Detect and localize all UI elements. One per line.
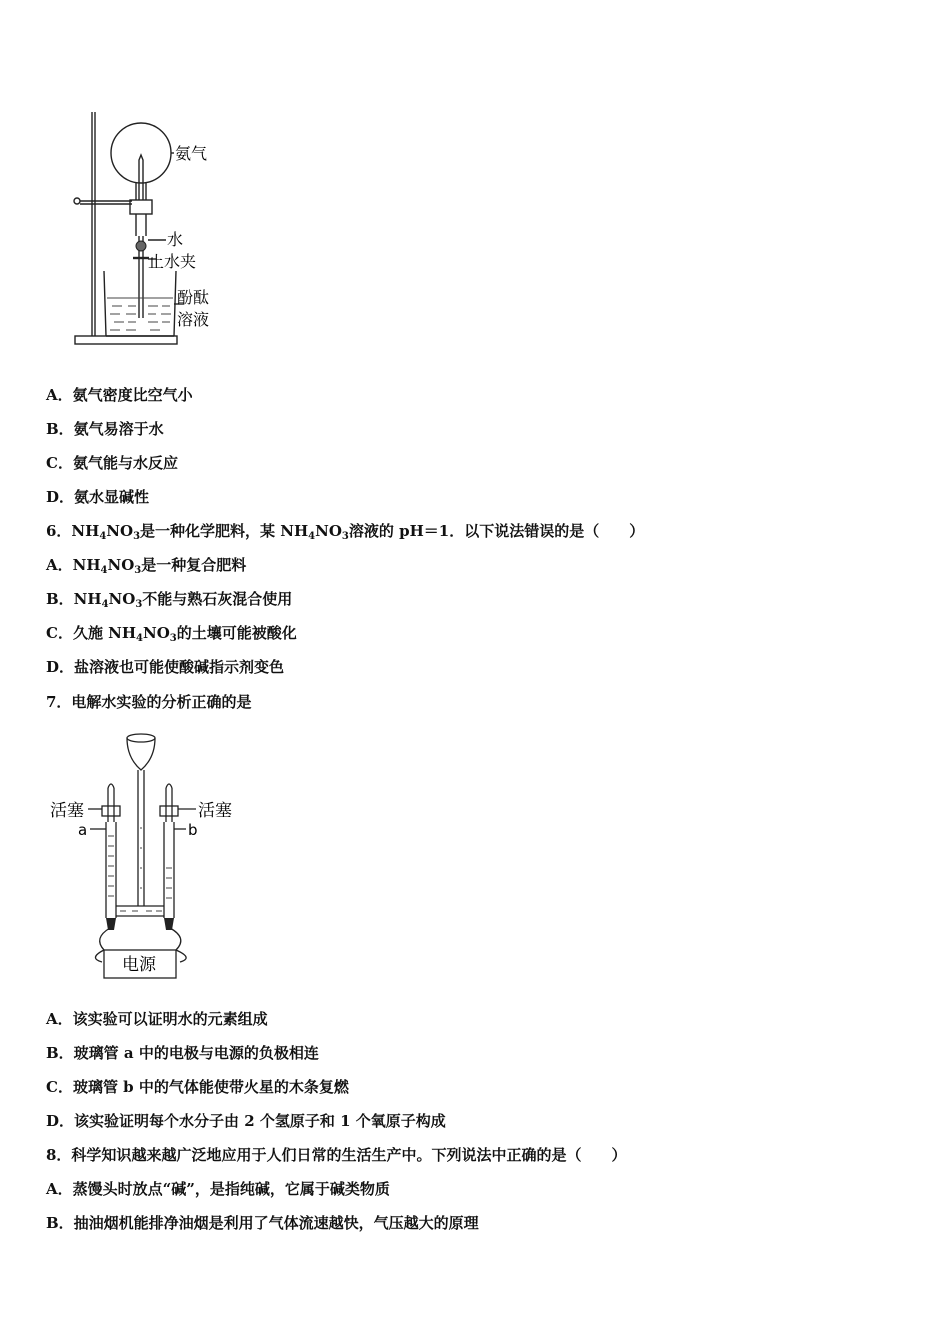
stopcock-right bbox=[160, 806, 178, 816]
label-solution: 溶液 bbox=[177, 310, 210, 329]
rubber-stopper bbox=[130, 200, 152, 214]
q6-option-c: C．久施 $NH_4NO_3$的土壤可能被酸化 bbox=[46, 624, 297, 644]
label-power-supply: 电源 bbox=[122, 955, 156, 975]
q5-option-b: B．氨气易溶于水 bbox=[46, 420, 164, 438]
label-ammonia-gas: 氨气 bbox=[175, 144, 208, 163]
q7-option-b: B．玻璃管 a 中的电极与电源的负极相连 bbox=[46, 1044, 319, 1062]
q6-option-d: D．盐溶液也可能使酸碱指示剂变色 bbox=[46, 658, 285, 676]
q5-option-d: D．氨水显碱性 bbox=[46, 488, 150, 506]
q6-stem: 6．$NH_4NO_3$是一种化学肥料，某 $NH_4NO_3$溶液的 pH＝1．以下说法错误的是（ ） bbox=[46, 522, 645, 542]
q7-stem: 7．电解水实验的分析正确的是 bbox=[46, 693, 252, 711]
label-water: 水 bbox=[167, 230, 184, 249]
q7-option-a: A．该实验可以证明水的元素组成 bbox=[46, 1010, 268, 1028]
beaker bbox=[104, 271, 176, 336]
ammonia-fountain-figure bbox=[66, 108, 226, 350]
electrolysis-diagram bbox=[48, 728, 248, 980]
funnel bbox=[127, 738, 155, 770]
label-phenolphthalein: 酚酞 bbox=[177, 288, 210, 307]
q6-option-b: B．$NH_4NO_3$不能与熟石灰混合使用 bbox=[46, 590, 293, 610]
q5-option-a: A．氨气密度比空气小 bbox=[46, 386, 193, 404]
round-flask bbox=[111, 123, 171, 183]
q7-option-c: C．玻璃管 b 中的气体能使带火星的木条复燃 bbox=[46, 1078, 349, 1096]
q7-option-d: D．该实验证明每个水分子由 2 个氢原子和 1 个氧原子构成 bbox=[46, 1112, 446, 1130]
q5-option-c: C．氨气能与水反应 bbox=[46, 454, 178, 472]
label-tube-b: b bbox=[188, 821, 198, 839]
stand-base bbox=[75, 336, 177, 344]
stopcock-left bbox=[102, 806, 120, 816]
label-tube-a: a bbox=[78, 821, 88, 839]
funnel-rim bbox=[127, 734, 155, 742]
label-water-clamp: 止水夹 bbox=[148, 252, 197, 271]
q8-option-a: A．蒸馒头时放点“碱”，是指纯碱，它属于碱类物质 bbox=[46, 1180, 390, 1198]
label-stopcock-left: 活塞 bbox=[50, 801, 84, 821]
ammonia-fountain-diagram bbox=[66, 108, 226, 350]
q8-stem: 8．科学知识越来越广泛地应用于人们日常的生活生产中。下列说法中正确的是（ ） bbox=[46, 1146, 627, 1164]
q8-option-b: B．抽油烟机能排净油烟是利用了气体流速越快，气压越大的原理 bbox=[46, 1214, 479, 1232]
electrolysis-figure bbox=[48, 728, 248, 980]
q6-option-a: A．$NH_4NO_3$是一种复合肥料 bbox=[46, 556, 247, 576]
label-stopcock-right: 活塞 bbox=[198, 801, 232, 821]
